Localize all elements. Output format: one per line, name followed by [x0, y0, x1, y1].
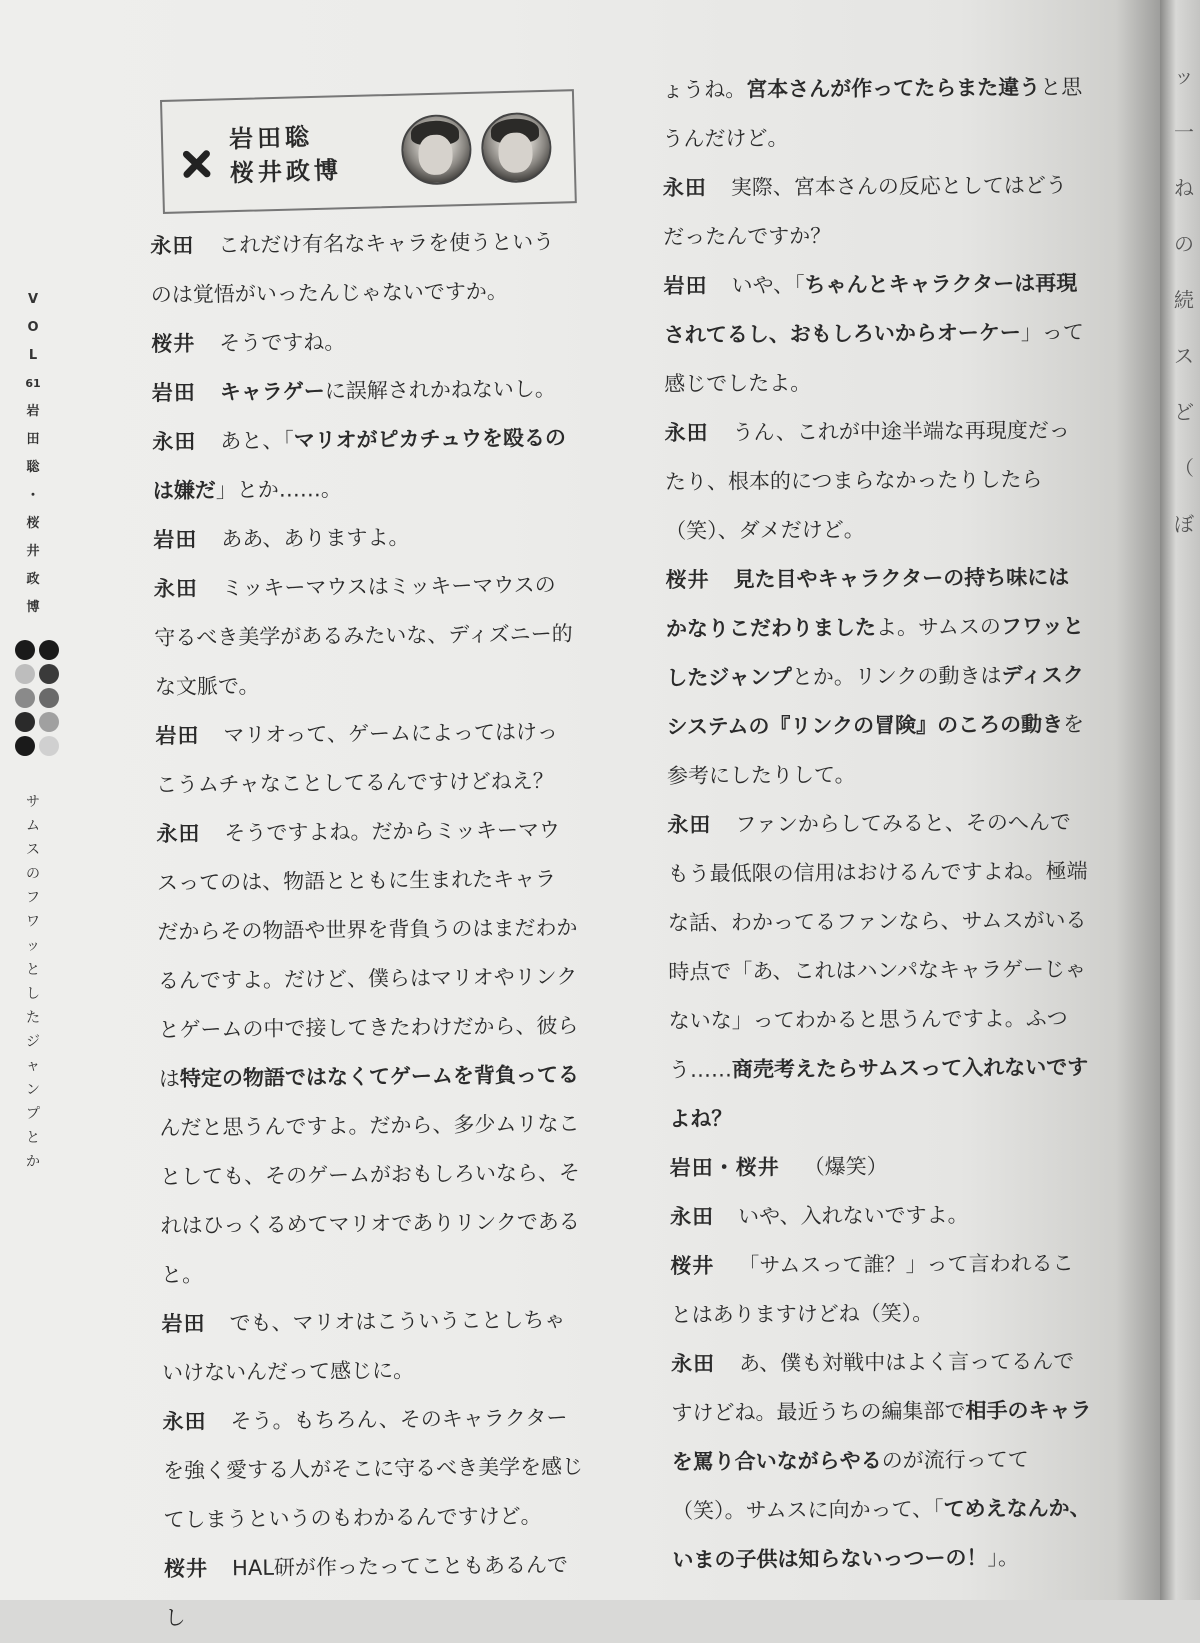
side-title-char: た — [26, 1010, 40, 1026]
next-page-char: ね — [1174, 176, 1194, 200]
side-column — [18, 290, 48, 1176]
dialogue-text: ああ、ありますよ。 — [221, 525, 410, 552]
dialogue-turn — [155, 708, 576, 810]
volume-number: 61 — [25, 377, 41, 390]
emphasized-text: 見た目やキャラクターの持ち味にはかなりこだわりました — [665, 565, 1070, 641]
next-page-char: ど — [1174, 400, 1194, 424]
dialogue-turn — [161, 1296, 582, 1398]
dialogue-text: いや、「 — [731, 273, 805, 298]
emphasized-text: てめえなんか、いまの子供は知らないっつーの！ — [672, 1496, 1091, 1572]
side-title-char: と — [26, 962, 40, 978]
side-name-char: 岩 — [26, 404, 40, 419]
side-title-char: ジ — [26, 1034, 40, 1050]
dialogue-turn — [665, 553, 1087, 801]
dialogue-text: （爆笑） — [803, 1154, 888, 1180]
side-title-char: サ — [26, 794, 40, 810]
speaker-name: 岩田 — [161, 1311, 206, 1336]
next-page-edge — [1160, 0, 1200, 1600]
side-names — [26, 402, 39, 626]
avatar-iwata — [400, 114, 472, 186]
decorative-dot — [39, 712, 59, 732]
dialogue-text: これだけ有名なキャラを使うというのは覚悟がいったんじゃないですか。 — [150, 229, 555, 307]
side-title-char: ッ — [26, 938, 40, 954]
cross-icon — [181, 149, 212, 180]
speaker-name: 桜井 — [670, 1253, 715, 1278]
decorative-dot — [15, 712, 35, 732]
side-title-char: の — [26, 866, 40, 882]
side-title-char: フ — [26, 890, 40, 906]
dialogue-turn — [164, 1541, 585, 1643]
decorative-dot — [15, 664, 35, 684]
emphasized-text: 商売考えたらサムスって入れないですよね？ — [669, 1055, 1089, 1131]
speaker-name: 岩田 — [663, 273, 708, 298]
speaker-name: 永田 — [669, 1204, 715, 1229]
interviewee-name-1: 岩田聡 — [228, 123, 314, 154]
speaker-name: 永田 — [153, 576, 198, 601]
next-page-char: ス — [1174, 344, 1194, 368]
dialogue-text: と思うんだけど。 — [662, 75, 1083, 151]
dialogue-turn — [150, 218, 571, 320]
dialogue-turn — [670, 1239, 1091, 1340]
dialogue-text: を参考にしたりして。 — [666, 712, 1085, 788]
next-page-char: 一 — [1174, 120, 1194, 144]
dialogue-turn — [671, 1337, 1093, 1585]
next-page-char: の — [1174, 232, 1194, 256]
side-name-char: 聡 — [26, 460, 40, 475]
avatar-sakurai — [480, 112, 552, 184]
emphasized-text: マリオがピカチュウを殴るのは嫌だ — [152, 425, 567, 503]
speaker-name: 桜井 — [665, 567, 710, 592]
side-title-char: ャ — [26, 1058, 40, 1074]
dialogue-text: とか。リンクの動きは — [791, 663, 1002, 690]
dialogue-turn — [670, 1141, 1090, 1193]
dialogue-text: そう。もちろん、そのキャラクターを強く愛する人がそこに守るべき美学を感じてしまうというのもわかるんですけど。 — [162, 1405, 584, 1532]
dialogue-text: あと、「 — [220, 428, 294, 454]
speaker-name: 永田 — [670, 1351, 716, 1376]
dialogue-text: マリオって、ゲームによってはけっこうムチャなことしてるんですけどねえ？ — [155, 719, 559, 797]
dialogue-text: ょうね。 — [662, 77, 747, 102]
next-page-char: ッ — [1174, 64, 1194, 88]
emphasized-text: ちゃんとキャラクターは再現されてるし、おもしろいからオーケー — [663, 271, 1078, 347]
dialogue-text: 実際、宮本さんの反応としてはどうだったんですか？ — [663, 173, 1067, 249]
speaker-name: 永田 — [162, 1409, 207, 1434]
dialogue-text: に誤解されかねないし。 — [324, 376, 556, 404]
dialogue-text: んだと思うんですよ。だから、多少ムリなことしても、そのゲームがおもしろいなら、それはひっくるめてマリオでありリンクであると。 — [159, 1111, 581, 1287]
speaker-name: 桜井 — [163, 1556, 209, 1581]
emphasized-text: 相手のキャラを罵り合いながらやる — [671, 1398, 1092, 1474]
next-page-char: 続 — [1174, 288, 1194, 312]
side-title-char: ワ — [26, 914, 40, 930]
dialogue-text: ファンからしてみると、そのへんでもう最低限の信用はおけるんですよね。極端な話、わかってるファンなら、サムスがいる時点で「あ、これはハンパなキャラゲーじゃないな」ってわかると思うんですよ。ふつう…… — [667, 810, 1088, 1082]
side-title-char: ン — [26, 1082, 40, 1098]
decorative-dot — [15, 736, 35, 756]
volume-letter: L — [28, 348, 38, 363]
dialogue-turn — [162, 1394, 584, 1545]
decorative-dot — [39, 688, 59, 708]
side-name-char: 政 — [26, 572, 40, 587]
side-name-char: 井 — [26, 544, 40, 559]
decorative-dot — [39, 664, 59, 684]
interviewee-names — [229, 119, 343, 190]
dialogue-turn — [664, 406, 1085, 556]
dialogue-turn — [663, 259, 1084, 409]
dialogue-turn — [663, 161, 1084, 262]
speaker-name: 永田 — [150, 233, 195, 258]
speaker-name: 永田 — [664, 420, 709, 445]
dialogue-turn — [151, 316, 571, 369]
dialogue-turn — [152, 414, 573, 516]
dialogue-text: HAL研が作ったってこともあるんでし — [164, 1552, 569, 1630]
dialogue-turn — [670, 1190, 1090, 1242]
dialogue-text: 」って感じでしたよ。 — [664, 320, 1084, 396]
speaker-name: 永田 — [156, 821, 201, 846]
speaker-name: 岩田 — [153, 527, 198, 552]
dialogue-text: そうですよね。だからミッキーマウスってのは、物語とともに生まれたキャラだからその物語や世界を背負うのはまだわかるんですよ。だけど、僕らはマリオやリンクとゲームの中で接してきたわけだから、彼らは — [156, 817, 579, 1091]
dialogue-turn — [152, 365, 572, 418]
decorative-dot — [15, 640, 35, 660]
dialogue-turn — [154, 561, 576, 712]
speaker-name: 永田 — [667, 812, 712, 837]
dialogue-text: でも、マリオはこういうことしちゃいけないんだって感じに。 — [161, 1307, 566, 1385]
dialogue-text: いや、入れないですよ。 — [737, 1202, 969, 1229]
speaker-name: 永田 — [152, 429, 197, 454]
next-page-char: （ — [1174, 456, 1194, 480]
side-title-char: し — [26, 986, 40, 1002]
side-name-char: 桜 — [26, 516, 40, 531]
emphasized-text: キャラゲー — [219, 379, 325, 405]
dialogue-text: そうですね。 — [219, 329, 346, 356]
emphasized-text: 宮本さんが作ってたらまた違う — [746, 75, 1041, 102]
dialogue-turn — [156, 806, 581, 1300]
volume-label — [27, 290, 38, 374]
side-title-char: ス — [26, 842, 40, 858]
volume-letter: O — [27, 320, 39, 335]
speaker-name: 岩田 — [151, 380, 196, 405]
dialogue-text: 」。 — [987, 1545, 1020, 1570]
volume-letter: V — [27, 292, 39, 307]
speaker-name: 岩田 — [155, 723, 200, 748]
speaker-name: 桜井 — [151, 331, 196, 356]
speaker-name: 岩田・桜井 — [669, 1155, 780, 1180]
dialogue-text: よ。サムスの — [875, 614, 1001, 640]
interviewees-box — [160, 89, 577, 214]
dialogue-text: ミッキーマウスはミッキーマウスの守るべき美学があるみたいな、ディズニー的な文脈で。 — [154, 572, 573, 699]
dialogue-text: うん、これが中途半端な再現度だったり、根本的につまらなかったりしたら（笑）、ダメだけど。 — [664, 418, 1070, 543]
side-title-char: ム — [26, 818, 40, 834]
decorative-dot — [39, 640, 59, 660]
left-text-column — [150, 218, 585, 1643]
dialogue-turn — [662, 63, 1083, 164]
dialogue-turn — [667, 798, 1089, 1144]
next-page-char: ぼ — [1174, 512, 1194, 536]
right-text-column — [662, 63, 1093, 1585]
decorative-dot — [39, 736, 59, 756]
emphasized-text: 特定の物語ではなくてゲームを背負ってる — [179, 1062, 580, 1091]
emphasized-text: フワッとしたジャンプ — [666, 614, 1084, 690]
side-name-char: 田 — [26, 432, 40, 447]
emphasized-text: ディスクシステムの『リンクの冒険』のころの動き — [666, 663, 1084, 739]
side-dot-pattern — [15, 640, 59, 756]
side-article-title — [26, 792, 40, 1176]
speaker-name: 永田 — [662, 175, 707, 200]
dialogue-text: 」とか……。 — [215, 477, 342, 503]
side-title-char: と — [26, 1130, 40, 1146]
side-title-char: か — [26, 1154, 40, 1170]
side-name-char: ・ — [26, 488, 40, 503]
interviewee-name-2: 桜井政博 — [229, 156, 343, 188]
decorative-dot — [15, 688, 35, 708]
side-name-char: 博 — [26, 600, 40, 615]
side-title-char: プ — [26, 1106, 40, 1122]
dialogue-text: 「サムスって誰？」って言われることはありますけどね（笑）。 — [670, 1251, 1074, 1327]
dialogue-turn — [153, 512, 573, 565]
dialogue-text: あ、僕も対戦中はよく言ってるんですけどね。最近うちの編集部で — [671, 1349, 1075, 1425]
dialogue-text: のが流行ってて（笑）。サムスに向かって、「 — [672, 1447, 1029, 1523]
